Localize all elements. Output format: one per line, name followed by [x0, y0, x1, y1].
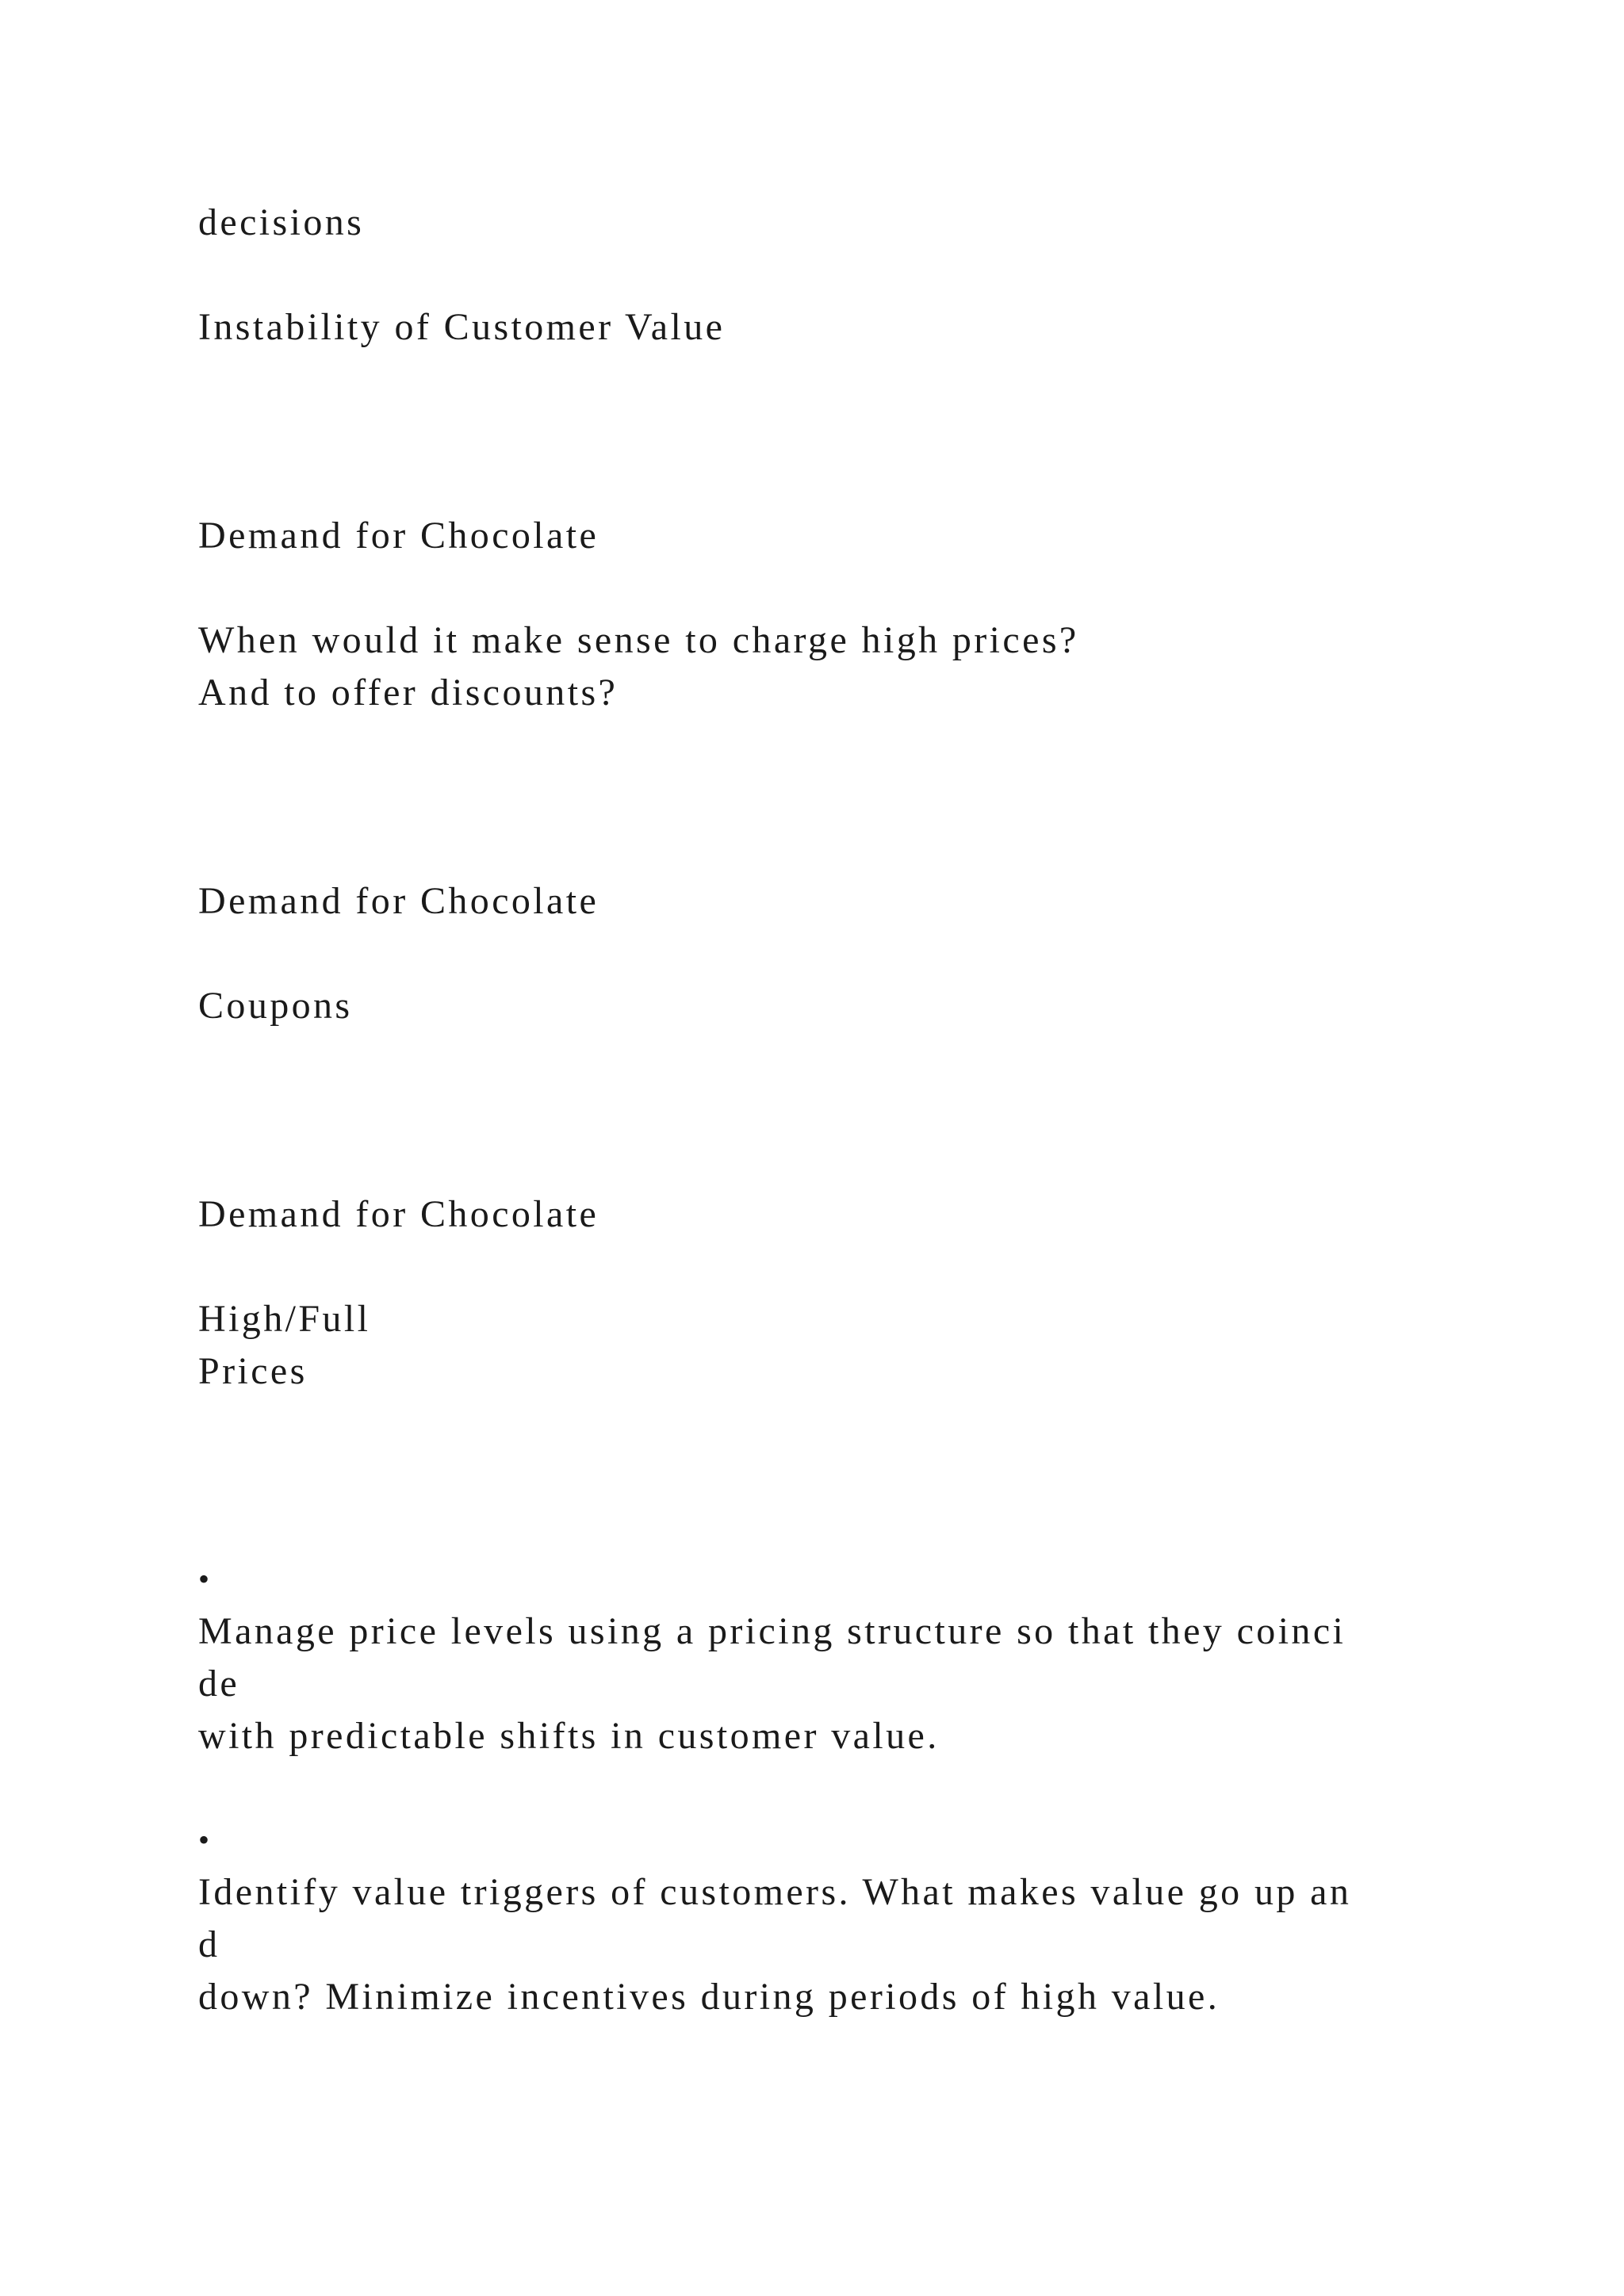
- text-high-full: High/Full: [198, 1298, 371, 1340]
- text-decisions: decisions: [198, 201, 365, 243]
- text-question-discounts: And to offer discounts?: [198, 672, 619, 714]
- text-question-high-prices: When would it make sense to charge high prices?: [198, 619, 1079, 661]
- bullet-symbol-2: •: [198, 1822, 210, 1858]
- heading-demand-for-chocolate-2: Demand for Chocolate: [198, 880, 599, 922]
- bullet-symbol-1: •: [198, 1561, 210, 1597]
- bullet-2-line-1: Identify value triggers of customers. What makes value go up an: [198, 1871, 1352, 1913]
- heading-instability-of-customer-value: Instability of Customer Value: [198, 306, 726, 348]
- heading-demand-for-chocolate-3: Demand for Chocolate: [198, 1193, 599, 1235]
- text-prices: Prices: [198, 1350, 308, 1392]
- heading-demand-for-chocolate-1: Demand for Chocolate: [198, 515, 599, 557]
- bullet-1-line-2: de: [198, 1663, 240, 1705]
- text-coupons: Coupons: [198, 985, 353, 1027]
- bullet-1-line-3: with predictable shifts in customer value.: [198, 1715, 940, 1757]
- bullet-2-line-2: d: [198, 1923, 220, 1965]
- bullet-2-line-3: down? Minimize incentives during periods of high value.: [198, 1976, 1220, 2018]
- bullet-1-line-1: Manage price levels using a pricing structure so that they coinci: [198, 1610, 1346, 1652]
